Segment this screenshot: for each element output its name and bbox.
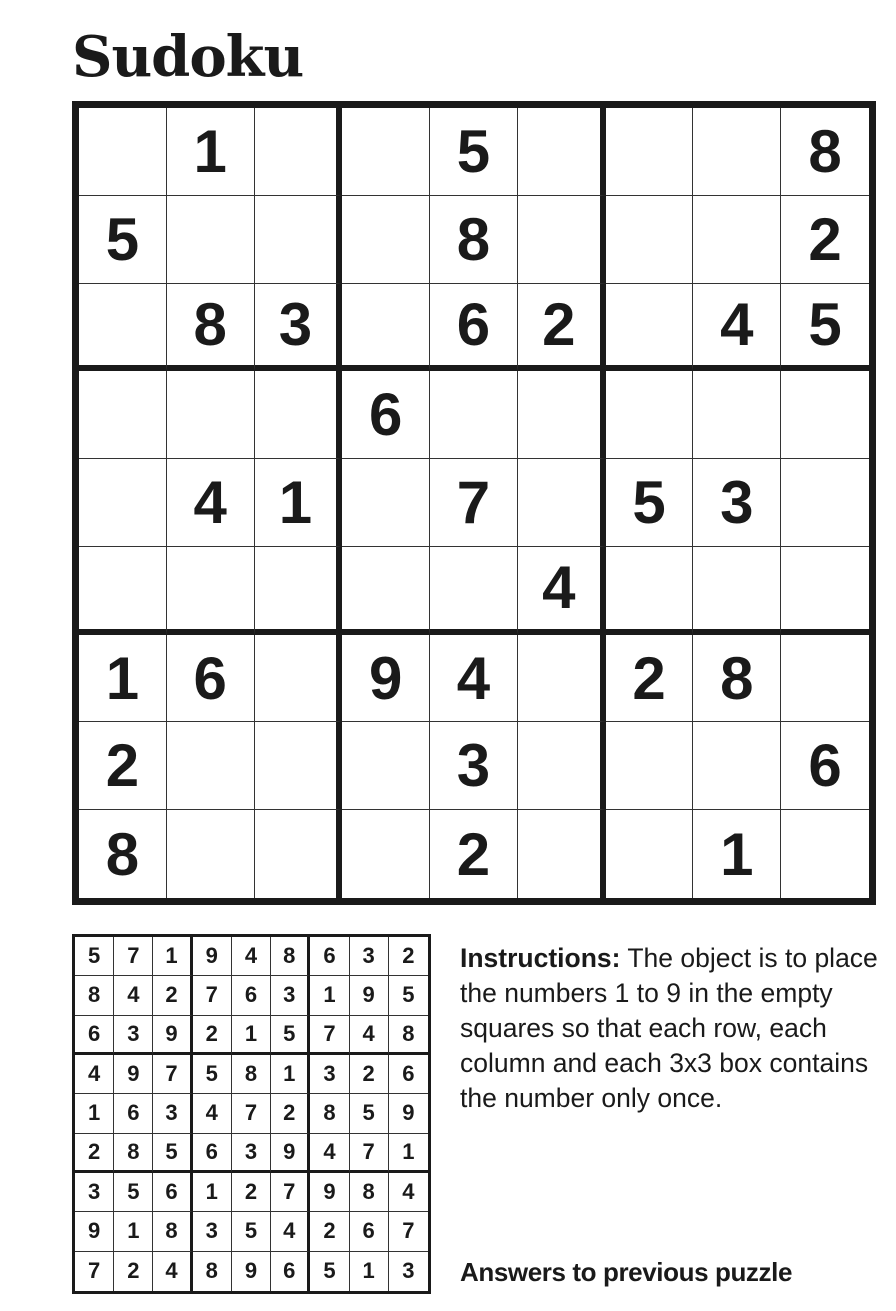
sudoku-cell[interactable] (342, 722, 430, 810)
answer-cell: 8 (350, 1173, 389, 1212)
answer-cell: 8 (232, 1055, 271, 1094)
answer-cell: 1 (310, 976, 349, 1015)
answer-cell: 7 (114, 937, 153, 976)
answer-cell: 2 (193, 1016, 232, 1055)
sudoku-cell[interactable] (781, 371, 869, 459)
sudoku-cell[interactable] (781, 635, 869, 723)
answer-cell: 3 (402, 1258, 415, 1284)
sudoku-cell: 2 (606, 635, 694, 723)
answer-cell: 7 (75, 1252, 114, 1291)
sudoku-cell: 5 (606, 459, 694, 547)
sudoku-cell[interactable] (255, 196, 343, 284)
sudoku-cell: 3 (693, 459, 781, 547)
answer-cell: 4 (114, 976, 153, 1015)
answer-cell: 4 (310, 1134, 349, 1173)
sudoku-cell[interactable] (342, 108, 430, 196)
sudoku-cell[interactable] (79, 547, 167, 635)
answer-cell: 5 (350, 1094, 389, 1133)
answer-cell: 7 (271, 1173, 310, 1212)
sudoku-cell[interactable] (518, 371, 606, 459)
answer-cell: 2 (114, 1252, 153, 1291)
sudoku-cell: 4 (693, 284, 781, 372)
sudoku-cell[interactable] (518, 635, 606, 723)
answer-cell: 7 (389, 1212, 428, 1251)
answer-cell: 6 (75, 1016, 114, 1055)
sudoku-cell[interactable] (606, 547, 694, 635)
sudoku-cell[interactable] (693, 547, 781, 635)
answer-cell: 3 (193, 1212, 232, 1251)
previous-answer-grid (72, 934, 431, 1294)
answer-cell: 8 (271, 937, 310, 976)
answer-cell: 5 (75, 937, 114, 976)
sudoku-cell[interactable] (167, 722, 255, 810)
sudoku-cell: 8 (430, 196, 518, 284)
answer-cell: 4 (75, 1055, 114, 1094)
answer-cell: 8 (114, 1134, 153, 1173)
answer-cell: 2 (310, 1212, 349, 1251)
answer-cell: 5 (271, 1016, 310, 1055)
answer-cell: 2 (232, 1173, 271, 1212)
sudoku-cell[interactable] (518, 810, 606, 898)
instructions-body: The object is to place the numbers 1 to 9 in the empty squares so that each row, each column and each 3x3 box contains the number only once. (460, 943, 878, 1113)
sudoku-cell[interactable] (606, 722, 694, 810)
answer-cell: 7 (153, 1055, 192, 1094)
sudoku-cell[interactable] (518, 722, 606, 810)
sudoku-cell[interactable] (693, 722, 781, 810)
sudoku-cell[interactable] (518, 108, 606, 196)
sudoku-cell[interactable] (693, 196, 781, 284)
sudoku-cell: 7 (430, 459, 518, 547)
answer-cell: 6 (153, 1173, 192, 1212)
sudoku-cell[interactable] (606, 196, 694, 284)
sudoku-cell: 1 (693, 810, 781, 898)
answer-cell: 8 (75, 976, 114, 1015)
answer-cell: 9 (75, 1212, 114, 1251)
sudoku-cell[interactable] (606, 284, 694, 372)
sudoku-cell[interactable] (79, 371, 167, 459)
answer-cell: 8 (153, 1212, 192, 1251)
sudoku-cell[interactable] (781, 459, 869, 547)
answer-cell: 1 (75, 1094, 114, 1133)
answer-cell: 2 (153, 976, 192, 1015)
answer-cell: 4 (271, 1212, 310, 1251)
instructions (460, 941, 880, 1116)
answer-cell: 1 (153, 937, 192, 976)
answer-cell: 3 (271, 976, 310, 1015)
sudoku-cell[interactable] (79, 108, 167, 196)
answer-cell: 3 (153, 1094, 192, 1133)
answers-caption: Answers to previous puzzle (460, 1257, 793, 1287)
sudoku-cell[interactable] (606, 371, 694, 459)
answer-cell: 6 (350, 1212, 389, 1251)
answer-cell: 5 (153, 1134, 192, 1173)
answer-cell: 6 (232, 976, 271, 1015)
sudoku-cell: 1 (255, 459, 343, 547)
answer-cell: 9 (350, 976, 389, 1015)
sudoku-cell: 2 (518, 284, 606, 372)
sudoku-cell[interactable] (693, 108, 781, 196)
sudoku-cell: 2 (781, 196, 869, 284)
answer-cell: 5 (389, 976, 428, 1015)
answer-cell: 2 (389, 937, 428, 976)
sudoku-cell[interactable] (518, 196, 606, 284)
answer-cell: 7 (193, 976, 232, 1015)
answer-cell: 1 (350, 1252, 389, 1291)
answer-cell: 9 (114, 1055, 153, 1094)
answer-cell: 4 (193, 1094, 232, 1133)
sudoku-cell[interactable] (167, 810, 255, 898)
sudoku-cell[interactable] (79, 284, 167, 372)
answer-cell: 2 (75, 1134, 114, 1173)
sudoku-cell[interactable] (255, 371, 343, 459)
sudoku-cell: 2 (79, 722, 167, 810)
sudoku-cell: 4 (167, 459, 255, 547)
answer-cell: 9 (153, 1016, 192, 1055)
sudoku-cell: 8 (167, 284, 255, 372)
answer-cell: 5 (114, 1173, 153, 1212)
sudoku-cell[interactable] (342, 459, 430, 547)
answer-cell: 3 (350, 937, 389, 976)
sudoku-cell[interactable] (781, 547, 869, 635)
answer-cell: 9 (232, 1252, 271, 1291)
answer-cell: 7 (232, 1094, 271, 1133)
sudoku-cell[interactable] (342, 196, 430, 284)
sudoku-cell: 4 (518, 547, 606, 635)
sudoku-cell[interactable] (167, 196, 255, 284)
answer-cell: 3 (310, 1055, 349, 1094)
sudoku-cell: 6 (430, 284, 518, 372)
sudoku-cell[interactable] (255, 635, 343, 723)
answer-cell: 9 (310, 1173, 349, 1212)
sudoku-cell: 1 (167, 108, 255, 196)
sudoku-cell: 3 (430, 722, 518, 810)
sudoku-cell[interactable] (342, 547, 430, 635)
answer-cell: 6 (389, 1055, 428, 1094)
answer-cell: 1 (271, 1055, 310, 1094)
sudoku-cell: 8 (79, 810, 167, 898)
instructions-lead: Instructions: (460, 943, 621, 973)
answer-cell: 5 (193, 1055, 232, 1094)
answer-cell: 8 (193, 1252, 232, 1291)
sudoku-cell[interactable] (606, 108, 694, 196)
answer-cell: 3 (232, 1134, 271, 1173)
answer-cell: 8 (310, 1094, 349, 1133)
sudoku-cell[interactable] (255, 722, 343, 810)
answer-cell: 6 (271, 1252, 310, 1291)
sudoku-cell: 4 (430, 635, 518, 723)
sudoku-cell[interactable] (167, 371, 255, 459)
answer-cell: 1 (232, 1016, 271, 1055)
answer-cell: 9 (389, 1094, 428, 1133)
sudoku-cell[interactable] (430, 547, 518, 635)
sudoku-cell[interactable] (606, 810, 694, 898)
sudoku-cell[interactable] (342, 810, 430, 898)
sudoku-cell: 5 (430, 108, 518, 196)
answer-cell: 7 (350, 1134, 389, 1173)
sudoku-puzzle-grid (72, 101, 876, 905)
sudoku-cell: 8 (693, 635, 781, 723)
answer-cell: 7 (310, 1016, 349, 1055)
sudoku-cell[interactable] (693, 371, 781, 459)
answer-cell: 1 (114, 1212, 153, 1251)
sudoku-cell[interactable] (255, 108, 343, 196)
answer-cell: 3 (75, 1173, 114, 1212)
answer-cell: 4 (232, 937, 271, 976)
sudoku-cell: 1 (79, 635, 167, 723)
sudoku-cell: 6 (781, 722, 869, 810)
sudoku-cell[interactable] (255, 547, 343, 635)
sudoku-cell: 6 (167, 635, 255, 723)
answer-cell: 4 (350, 1016, 389, 1055)
answer-cell: 4 (153, 1252, 192, 1291)
sudoku-cell[interactable] (79, 459, 167, 547)
answer-cell: 2 (271, 1094, 310, 1133)
answer-cell: 6 (310, 937, 349, 976)
answer-cell: 5 (232, 1212, 271, 1251)
answer-cell: 6 (114, 1094, 153, 1133)
sudoku-cell[interactable] (518, 459, 606, 547)
answer-cell: 6 (193, 1134, 232, 1173)
answer-cell: 4 (389, 1173, 428, 1212)
answer-cell: 9 (193, 937, 232, 976)
answer-cell: 1 (389, 1134, 428, 1173)
answer-cell: 3 (114, 1016, 153, 1055)
sudoku-cell: 6 (342, 371, 430, 459)
answer-cell: 2 (350, 1055, 389, 1094)
sudoku-cell[interactable] (342, 284, 430, 372)
answer-cell: 9 (271, 1134, 310, 1173)
sudoku-cell[interactable] (255, 810, 343, 898)
sudoku-cell: 5 (79, 196, 167, 284)
answer-cell: 5 (310, 1252, 349, 1291)
page-title: Sudoku (72, 24, 304, 90)
answer-cell: 1 (193, 1173, 232, 1212)
sudoku-cell[interactable] (781, 810, 869, 898)
sudoku-cell: 5 (781, 284, 869, 372)
sudoku-cell: 3 (255, 284, 343, 372)
sudoku-cell[interactable] (167, 547, 255, 635)
sudoku-cell: 8 (781, 108, 869, 196)
sudoku-cell: 2 (430, 810, 518, 898)
answer-cell: 8 (389, 1016, 428, 1055)
sudoku-cell[interactable] (430, 371, 518, 459)
sudoku-cell: 9 (342, 635, 430, 723)
